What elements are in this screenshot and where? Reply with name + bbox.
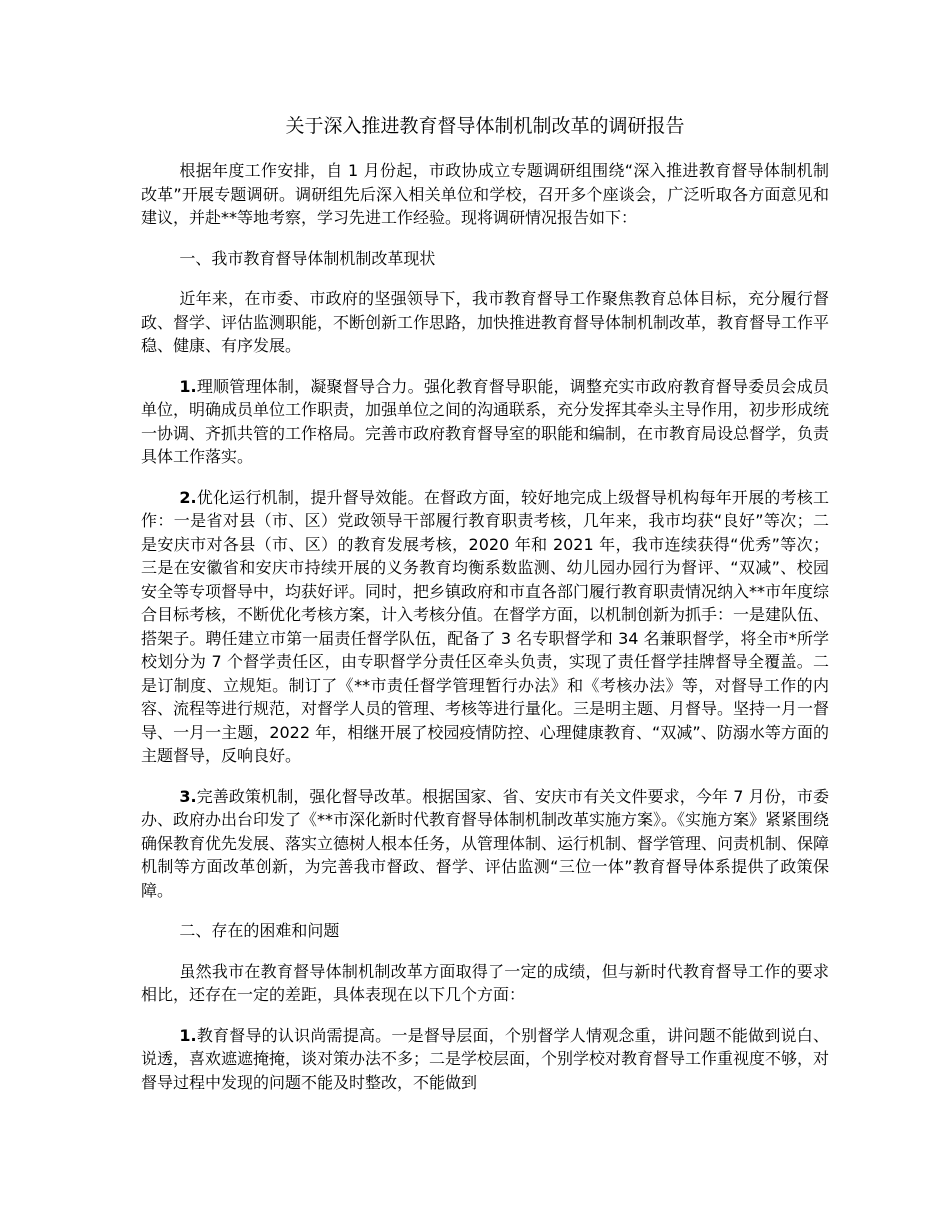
section-2-intro: 虽然我市在教育督导体制机制改革方面取得了一定的成绩，但与新时代教育督导工作的要求相比，还存在一定的差距，具体表现在以下几个方面：: [141, 961, 829, 1004]
intro-paragraph: 根据年度工作安排，自 1 月份起，市政协成立专题调研组围绕“深入推进教育督导体制机制改革”开展专题调研。调研组先后深入相关单位和学校，召开多个座谈会，广泛听取各方面意见和建议，并赴**等地考察，学习先进工作经验。现将调研情况报告如下：: [141, 161, 829, 227]
item-text: 理顺管理体制，凝聚督导合力。强化教育督导职能，调整充实市政府教育督导委员会成员单位，明确成员单位工作职责，加强单位之间的沟通联系，充分发挥其牵头主导作用，初步形成统一协调、齐抓共管的工作格局。完善市政府教育督导室的职能和编制，在市教育局设总督学，负责具体工作落实。: [141, 376, 830, 466]
section-1-heading: 一、我市教育督导体制机制改革现状: [179, 248, 436, 268]
section-1-intro: 近年来，在市委、市政府的坚强领导下，我市教育督导工作聚焦教育总体目标，充分履行督政、督学、评估监测职能，不断创新工作思路，加快推进教育督导体制机制改革，教育督导工作平稳、健康、有序发展。: [141, 289, 830, 355]
item-number: 1.: [179, 1025, 197, 1045]
section-1-item-3: [141, 785, 829, 903]
document-page: [141, 113, 829, 1111]
item-number: 3.: [179, 786, 197, 806]
item-text: 教育督导的认识尚需提高。一是督导层面，个别督学人情观念重，讲问题不能做到说白、说透，喜欢遮遮掩掩，谈对策办法不多；二是学校层面，个别学校对教育督导工作重视度不够，对督导过程中发现的问题不能及时整改，不能做到: [141, 1025, 830, 1092]
section-2-item-1: [141, 1024, 829, 1095]
item-text: 优化运行机制，提升督导效能。在督政方面，较好地完成上级督导机构每年开展的考核工作：一是省对县（市、区）党政领导干部履行教育职责考核，几年来，我市均获“良好”等次；二是安庆市对各县（市、区）的教育发展考核，2020 年和 2021 年，我市连续获得“优秀”等次；三是在安徽省和安庆市持续开展的义务教育均衡系数监测、幼儿园办园行为督评、“双减”、校园安全等专项督导中，均获好评。同时，把乡镇政府和市直各部门履行教育职责情况纳入**市年度综合目标考核，不断优化考核方案，计入考核分值。在督学方面，以机制创新为抓手：一是建队伍、搭架子。聘任建立市第一届责任督学队伍，配备了 3 名专职督学和 34 名兼职督学，将全市*所学校划分为 7 个督学责任区，由专职督学分责任区牵头负责，实现了责任督学挂牌督导全覆盖。二是订制度、立规矩。制订了《**市责任督学管理暂行办法》和《考核办法》等，对督导工作的内容、流程等进行规范，对督学人员的管理、考核等进行量化。三是明主题、月督导。坚持一月一督导、一月一主题，2022 年，相继开展了校园疫情防控、心理健康教育、“双减”、防溺水等方面的主题督导，反响良好。: [141, 487, 830, 765]
document-title: 关于深入推进教育督导体制机制改革的调研报告: [285, 115, 685, 137]
section-2-heading: 二、存在的困难和问题: [179, 921, 340, 940]
section-1-item-2: [141, 486, 829, 768]
section-1-item-1: [141, 375, 829, 469]
item-number: 1.: [179, 376, 197, 396]
item-text: 完善政策机制，强化督导改革。根据国家、省、安庆市有关文件要求，今年 7 月份，市委办、政府办出台印发了《**市深化新时代教育督导体制机制改革实施方案》。《实施方案》紧紧围绕确保教育优先发展、落实立德树人根本任务，从管理体制、运行机制、督学管理、问责机制、保障机制等方面改革创新，为完善我市督政、督学、评估监测“三位一体”教育督导体系提供了政策保障。: [141, 786, 830, 900]
item-number: 2.: [179, 487, 197, 507]
